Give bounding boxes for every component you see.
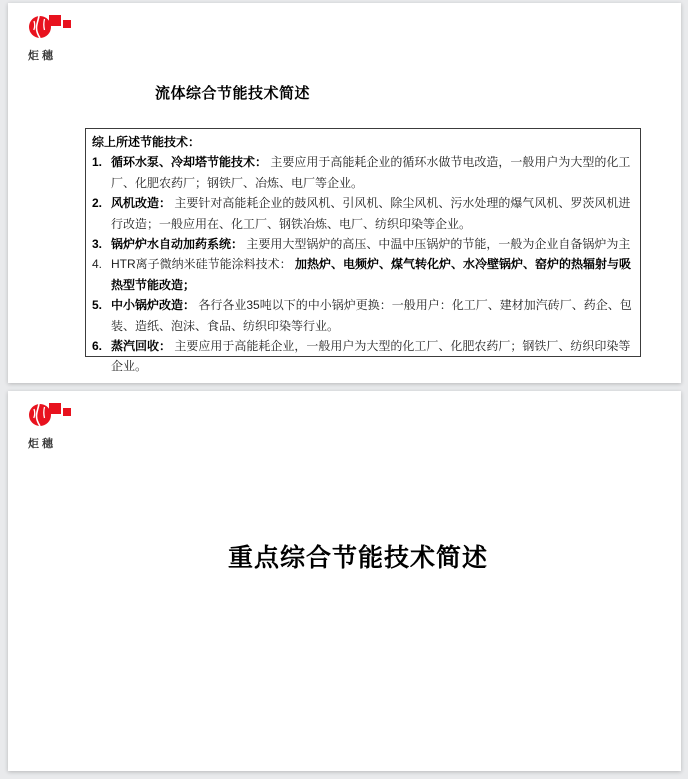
item-text: [111, 254, 632, 295]
company-logo: [28, 401, 92, 451]
slide2-title: 重点综合节能技术简述: [228, 544, 489, 572]
list-item: [92, 152, 632, 193]
company-logo: [28, 13, 92, 63]
item-head: 中小锅炉改造：: [111, 298, 196, 313]
list-item: [92, 193, 632, 234]
item-number: 4.: [92, 257, 103, 272]
item-head: 循环水泵、冷却塔节能技术：: [111, 155, 268, 170]
item-text: [111, 336, 632, 377]
item-number: 3.: [92, 237, 103, 252]
list-item: [92, 295, 632, 336]
item-text: [111, 234, 632, 254]
item-description: 主要应用于高能耗企业的循环水做节电改造，一般用户为大型的化工厂、化肥农药厂；钢铁厂、冶炼、电厂等企业。: [111, 155, 631, 190]
list-item: [92, 254, 632, 295]
item-head: 风机改造：: [111, 196, 172, 211]
item-number: 5.: [92, 298, 103, 313]
summary-box-heading: 综上所述节能技术：: [92, 135, 201, 149]
item-head: 锅炉炉水自动加药系统：: [111, 237, 244, 252]
item-head: HTR离子微纳米硅节能涂料技术：: [111, 257, 292, 272]
tech-list: [92, 152, 632, 376]
item-description: 主要应用于高能耗企业，一般用户为大型的化工厂、化肥农药厂；钢铁厂、纺织印染等企业。: [111, 339, 631, 374]
flame-logo-icon: [28, 416, 72, 433]
item-head: 蒸汽回收：: [111, 339, 172, 354]
item-number: 6.: [92, 339, 103, 354]
list-item: [92, 234, 632, 254]
logo-text: 炬穗: [28, 50, 56, 62]
summary-box: [85, 128, 641, 374]
item-text: [111, 193, 632, 234]
logo-text: 炬穗: [28, 438, 56, 450]
item-text: [111, 295, 632, 336]
item-number: 1.: [92, 155, 103, 170]
slide1-title: 流体综合节能技术简述: [155, 85, 311, 102]
flame-logo-icon: [28, 28, 72, 45]
list-item: [92, 336, 632, 377]
item-description: 加热炉、电频炉、煤气转化炉、水冷壁锅炉、窑炉的热辐射与吸热型节能改造；: [111, 257, 632, 292]
slide-page-2: [8, 391, 681, 771]
item-text: [111, 152, 632, 193]
item-description: 各行各业35吨以下的中小锅炉更换：一般用户：化工厂、建材加汽砖厂、药企、包装、造纸、泡沫、食品、纺织印染等行业。: [111, 298, 632, 333]
item-description: 主要针对高能耗企业的鼓风机、引风机、除尘风机、污水处理的爆气风机、罗茨风机进行改造；一般应用在、化工厂、钢铁冶炼、电厂、纺织印染等企业。: [111, 196, 631, 231]
item-description: 主要用大型锅炉的高压、中温中压锅炉的节能，一般为企业自备锅炉为主: [243, 237, 631, 252]
item-number: 2.: [92, 196, 103, 211]
slide-page-1: [8, 3, 681, 383]
